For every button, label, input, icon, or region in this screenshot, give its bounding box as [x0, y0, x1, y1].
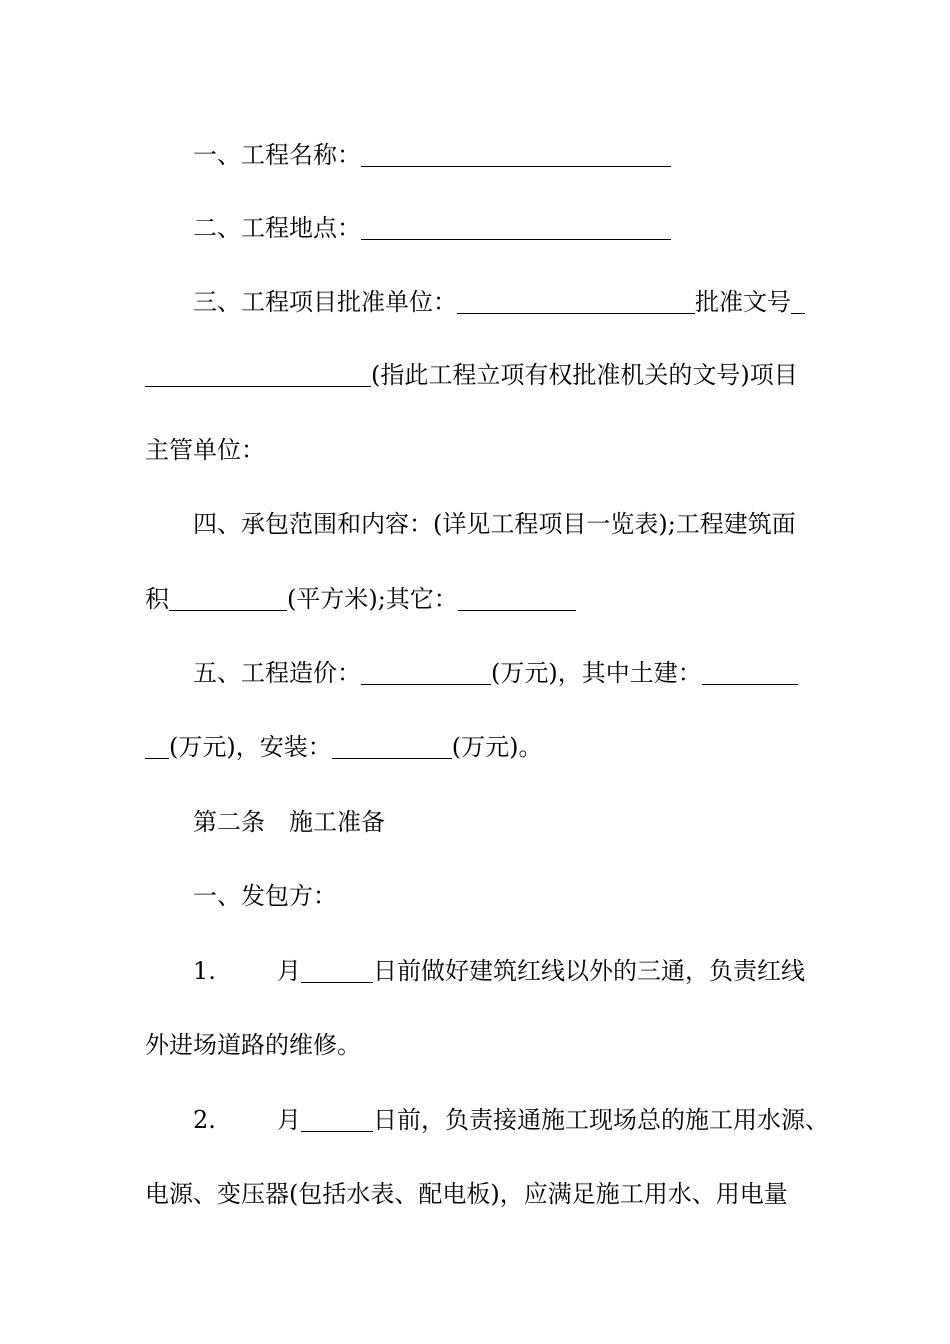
area-blank[interactable]: [169, 584, 287, 611]
approval-unit-label: 三、工程项目批准单位：: [193, 288, 457, 316]
scope-text: 四、承包范围和内容：(详见工程项目一览表);工程建筑面: [193, 510, 796, 538]
item-2-month: 月: [277, 1106, 301, 1134]
area-unit-other: (平方米);其它：: [287, 585, 458, 613]
cost-label: 五、工程造价：: [193, 659, 361, 687]
area-line: [145, 579, 815, 619]
approval-number-note: (指此工程立项有权批准机关的文号)项目: [371, 361, 798, 389]
cost-blank[interactable]: [361, 658, 491, 685]
item-2-text: 日前，负责接通施工现场总的施工用水源、: [373, 1106, 829, 1134]
article-two-title: 第二条 施工准备: [193, 808, 385, 836]
item-1-text: 日前做好建筑红线以外的三通，负责红线: [373, 957, 805, 985]
cost-continued-line: [145, 727, 815, 767]
item-1-month: 月: [277, 957, 301, 985]
item-1-day-blank[interactable]: [301, 956, 373, 983]
item-2-text-continued: 电源、变压器(包括水表、配电板)，应满足施工用水、用电量: [145, 1180, 788, 1208]
approval-number-line: [145, 355, 815, 395]
item-2-number: 2.: [193, 1106, 216, 1134]
scope-line: [145, 504, 863, 544]
item-1-text-continued: 外进场道路的维修。: [145, 1031, 361, 1059]
cost-line: [145, 653, 863, 693]
supervising-unit-label: 主管单位：: [145, 436, 265, 464]
item-1-continued-line: [145, 1025, 815, 1065]
project-location-blank[interactable]: [361, 213, 671, 240]
supervising-unit-line: [145, 430, 815, 470]
approval-number-blank[interactable]: [145, 360, 371, 387]
approval-unit-line: [145, 282, 863, 322]
approval-unit-blank[interactable]: [457, 287, 695, 314]
item-1-number: 1.: [193, 957, 216, 985]
install-unit: (万元)。: [451, 733, 543, 761]
area-prefix: 积: [145, 585, 169, 613]
employer-heading: 一、发包方：: [193, 882, 337, 910]
employer-heading-line: [145, 876, 863, 916]
item-1-line: [145, 951, 863, 991]
install-blank[interactable]: [332, 732, 452, 759]
approval-number-label: 批准文号: [695, 288, 791, 316]
project-name-label: 一、工程名称：: [193, 141, 361, 169]
civil-blank-end[interactable]: [145, 732, 169, 759]
project-location-line: [145, 208, 863, 248]
install-label: (万元)，安装：: [169, 733, 332, 761]
article-two-heading: [145, 802, 863, 842]
item-2-line: [145, 1100, 863, 1140]
civil-label: (万元)，其中土建：: [491, 659, 702, 687]
item-2-day-blank[interactable]: [301, 1105, 373, 1132]
project-name-blank[interactable]: [361, 140, 671, 167]
approval-number-blank-start[interactable]: [791, 287, 805, 314]
item-2-continued-line: [145, 1174, 815, 1214]
civil-blank-start[interactable]: [702, 658, 798, 685]
project-location-label: 二、工程地点：: [193, 214, 361, 242]
project-name-line: [145, 135, 863, 175]
other-blank[interactable]: [458, 584, 576, 611]
